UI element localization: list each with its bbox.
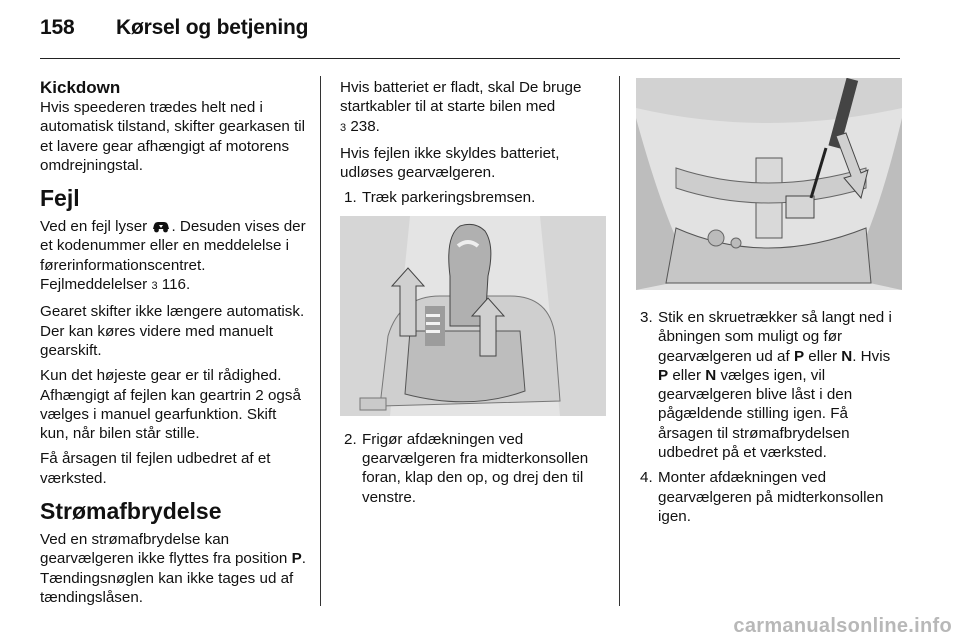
page-number: 158 (40, 16, 75, 39)
fejl-paragraph-2: Gearet skifter ikke længere automatisk. Der kan køres videre med manuelt gearskift. (40, 303, 305, 359)
screwdriver-illustration (636, 78, 902, 290)
header-rule (40, 58, 900, 59)
chapter-title: Kørsel og betjening (116, 16, 309, 39)
gear-lever-drawing (340, 216, 606, 416)
steps-list-3 (636, 308, 902, 526)
column-divider-1 (320, 76, 321, 606)
list-item: 2. Frigør afdækningen ved gearvælgeren fra midterkonsollen foran, klap den op, og drej den til venstre. (344, 430, 589, 506)
release-paragraph: Hvis fejlen ikke skyldes batteriet, udløses gearvælgeren. (340, 144, 560, 182)
watermark: carmanualsonline.info (733, 615, 952, 637)
column-3 (636, 78, 902, 532)
reference-arrow: 3 (340, 121, 347, 134)
stroemafbrydelse-heading: Strømafbrydelse (40, 498, 222, 525)
column-2 (340, 78, 606, 513)
column-divider-2 (619, 76, 620, 606)
steps-list-2 (340, 430, 606, 507)
battery-paragraph: Hvis batteriet er fladt, skal De bruge startkabler til at starte bilen med 3 238. (340, 79, 582, 135)
fejl-paragraph-4: Få årsagen til fejlen udbedret af et værksted. (40, 450, 271, 487)
reference-arrow: 3 (151, 280, 158, 293)
column-1 (40, 78, 308, 613)
gear-selector-illustration (340, 216, 606, 416)
list-item: 4. Monter afdækningen ved gearvælgeren på midterkonsollen igen. (640, 469, 884, 525)
kickdown-heading: Kickdown (40, 78, 121, 97)
screwdriver-drawing (636, 78, 902, 290)
page-header (40, 16, 308, 40)
fejl-paragraph-3: Kun det højeste gear er til rådighed. Afhængigt af fejlen kan geartrin 2 også vælges i manuel gearfunktion. Skift kun, når bilen står stille. (40, 367, 301, 443)
fejl-paragraph-1: Ved en fejl lyser . Desuden vises der et kodenummer eller en meddelelse i førerinformationscentret. Fejlmeddelelser 3 116. (40, 218, 306, 294)
stroemafbrydelse-paragraph: Ved en strømafbrydelse kan gearvælgeren ikke flyttes fra position P. Tændingsnøglen kan ikke tages ud af tændingslåsen. (40, 531, 306, 606)
fejl-heading: Fejl (40, 185, 80, 212)
car-service-icon (151, 220, 171, 233)
list-item: 1. Træk parkeringsbremsen. (344, 189, 536, 207)
kickdown-text: Hvis speederen trædes helt ned i automatisk tilstand, skifter gearkasen til et lavere gear afhængigt af motorens omdrejningstal. (40, 99, 306, 174)
list-item: 3. Stik en skruetrækker så langt ned i åbningen som muligt og før gearvælgeren ud af P eller N. Hvis P eller N vælges igen, vil gearvælgeren blive låst i den pågældende stilling igen. Få årsagen til strømafbrydelsen udbedret på et værksted. (640, 309, 892, 462)
steps-list-1 (340, 188, 606, 207)
